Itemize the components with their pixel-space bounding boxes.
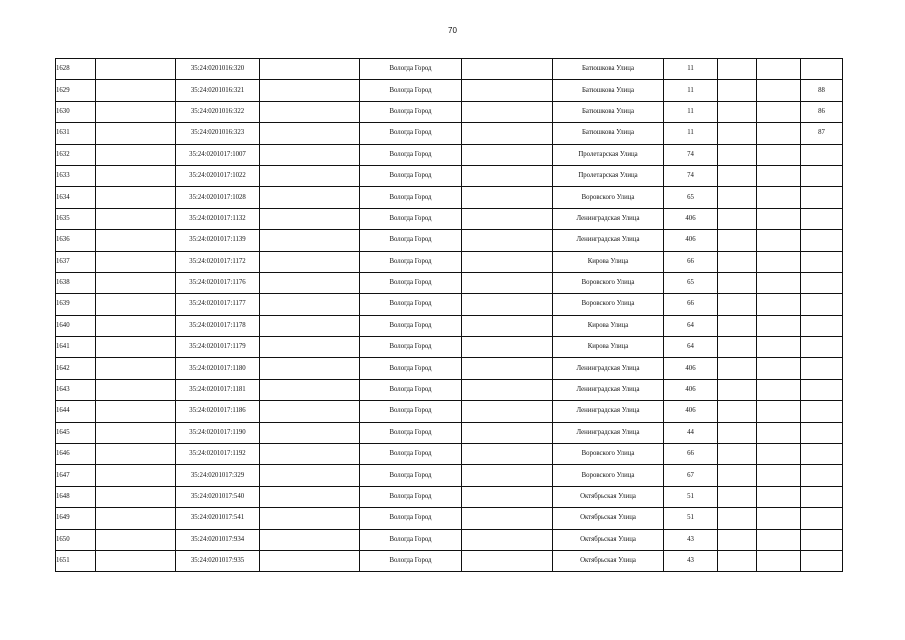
street-cell: Октябрьская Улица xyxy=(553,550,664,571)
apartment-number-cell xyxy=(801,508,843,529)
empty-cell xyxy=(718,187,757,208)
empty-cell xyxy=(462,101,553,122)
row-number-cell: 1648 xyxy=(56,486,96,507)
house-number-cell: 11 xyxy=(664,59,718,80)
empty-cell xyxy=(718,315,757,336)
street-cell: Ленинградская Улица xyxy=(553,358,664,379)
table-row xyxy=(56,422,843,443)
empty-cell xyxy=(757,358,801,379)
empty-cell xyxy=(757,444,801,465)
city-cell: Вологда Город xyxy=(360,315,462,336)
empty-cell xyxy=(718,358,757,379)
row-number-cell: 1643 xyxy=(56,379,96,400)
empty-cell xyxy=(96,529,176,550)
empty-cell xyxy=(718,230,757,251)
street-cell: Октябрьская Улица xyxy=(553,508,664,529)
empty-cell xyxy=(718,208,757,229)
apartment-number-cell xyxy=(801,208,843,229)
empty-cell xyxy=(718,465,757,486)
row-number-cell: 1633 xyxy=(56,165,96,186)
cadastral-number-cell: 35:24:0201017:1181 xyxy=(176,379,260,400)
empty-cell xyxy=(96,144,176,165)
row-number-cell: 1632 xyxy=(56,144,96,165)
table-row xyxy=(56,337,843,358)
street-cell: Ленинградская Улица xyxy=(553,379,664,400)
empty-cell xyxy=(462,379,553,400)
street-cell: Батюшкова Улица xyxy=(553,59,664,80)
empty-cell xyxy=(757,337,801,358)
row-number-cell: 1650 xyxy=(56,529,96,550)
city-cell: Вологда Город xyxy=(360,251,462,272)
table-row xyxy=(56,208,843,229)
cadastral-number-cell: 35:24:0201017:935 xyxy=(176,550,260,571)
apartment-number-cell xyxy=(801,272,843,293)
empty-cell xyxy=(260,294,360,315)
empty-cell xyxy=(718,144,757,165)
empty-cell xyxy=(757,529,801,550)
empty-cell xyxy=(260,101,360,122)
empty-cell xyxy=(462,80,553,101)
empty-cell xyxy=(462,208,553,229)
street-cell: Воровского Улица xyxy=(553,187,664,208)
city-cell: Вологда Город xyxy=(360,230,462,251)
empty-cell xyxy=(718,272,757,293)
cadastral-number-cell: 35:24:0201016:323 xyxy=(176,123,260,144)
house-number-cell: 11 xyxy=(664,123,718,144)
empty-cell xyxy=(462,59,553,80)
cadastral-number-cell: 35:24:0201016:322 xyxy=(176,101,260,122)
empty-cell xyxy=(260,550,360,571)
empty-cell xyxy=(260,123,360,144)
cadastral-number-cell: 35:24:0201017:1186 xyxy=(176,401,260,422)
empty-cell xyxy=(718,444,757,465)
city-cell: Вологда Город xyxy=(360,80,462,101)
street-cell: Ленинградская Улица xyxy=(553,422,664,443)
city-cell: Вологда Город xyxy=(360,550,462,571)
cadastral-number-cell: 35:24:0201017:1180 xyxy=(176,358,260,379)
apartment-number-cell xyxy=(801,358,843,379)
house-number-cell: 11 xyxy=(664,101,718,122)
house-number-cell: 66 xyxy=(664,294,718,315)
apartment-number-cell xyxy=(801,422,843,443)
apartment-number-cell: 86 xyxy=(801,101,843,122)
cadastral-number-cell: 35:24:0201017:1190 xyxy=(176,422,260,443)
cadastral-number-cell: 35:24:0201017:1179 xyxy=(176,337,260,358)
row-number-cell: 1649 xyxy=(56,508,96,529)
street-cell: Пролетарская Улица xyxy=(553,144,664,165)
empty-cell xyxy=(462,230,553,251)
empty-cell xyxy=(462,486,553,507)
empty-cell xyxy=(260,80,360,101)
city-cell: Вологда Город xyxy=(360,379,462,400)
apartment-number-cell xyxy=(801,465,843,486)
empty-cell xyxy=(757,80,801,101)
cadastral-number-cell: 35:24:0201017:1192 xyxy=(176,444,260,465)
apartment-number-cell xyxy=(801,315,843,336)
empty-cell xyxy=(260,59,360,80)
empty-cell xyxy=(260,337,360,358)
empty-cell xyxy=(96,80,176,101)
empty-cell xyxy=(462,144,553,165)
table-row xyxy=(56,251,843,272)
city-cell: Вологда Город xyxy=(360,401,462,422)
empty-cell xyxy=(718,294,757,315)
empty-cell xyxy=(757,401,801,422)
cadastral-number-cell: 35:24:0201017:1139 xyxy=(176,230,260,251)
cadastral-number-cell: 35:24:0201017:541 xyxy=(176,508,260,529)
house-number-cell: 51 xyxy=(664,508,718,529)
empty-cell xyxy=(260,358,360,379)
row-number-cell: 1628 xyxy=(56,59,96,80)
empty-cell xyxy=(757,294,801,315)
empty-cell xyxy=(718,80,757,101)
table-row xyxy=(56,379,843,400)
empty-cell xyxy=(96,444,176,465)
empty-cell xyxy=(260,315,360,336)
house-number-cell: 51 xyxy=(664,486,718,507)
table-row xyxy=(56,550,843,571)
city-cell: Вологда Город xyxy=(360,465,462,486)
empty-cell xyxy=(96,101,176,122)
empty-cell xyxy=(260,272,360,293)
empty-cell xyxy=(96,358,176,379)
city-cell: Вологда Город xyxy=(360,508,462,529)
empty-cell xyxy=(96,272,176,293)
house-number-cell: 66 xyxy=(664,251,718,272)
empty-cell xyxy=(757,508,801,529)
empty-cell xyxy=(718,529,757,550)
house-number-cell: 406 xyxy=(664,230,718,251)
street-cell: Ленинградская Улица xyxy=(553,208,664,229)
house-number-cell: 64 xyxy=(664,315,718,336)
empty-cell xyxy=(96,187,176,208)
empty-cell xyxy=(757,208,801,229)
apartment-number-cell xyxy=(801,401,843,422)
empty-cell xyxy=(462,444,553,465)
house-number-cell: 65 xyxy=(664,272,718,293)
row-number-cell: 1630 xyxy=(56,101,96,122)
table-row xyxy=(56,187,843,208)
empty-cell xyxy=(96,550,176,571)
empty-cell xyxy=(260,165,360,186)
street-cell: Воровского Улица xyxy=(553,444,664,465)
house-number-cell: 44 xyxy=(664,422,718,443)
row-number-cell: 1635 xyxy=(56,208,96,229)
empty-cell xyxy=(757,486,801,507)
cadastral-number-cell: 35:24:0201017:1172 xyxy=(176,251,260,272)
empty-cell xyxy=(96,379,176,400)
empty-cell xyxy=(757,315,801,336)
table-row xyxy=(56,230,843,251)
empty-cell xyxy=(96,208,176,229)
table-row xyxy=(56,508,843,529)
row-number-cell: 1645 xyxy=(56,422,96,443)
house-number-cell: 64 xyxy=(664,337,718,358)
house-number-cell: 66 xyxy=(664,444,718,465)
house-number-cell: 74 xyxy=(664,165,718,186)
empty-cell xyxy=(96,508,176,529)
apartment-number-cell xyxy=(801,444,843,465)
street-cell: Воровского Улица xyxy=(553,465,664,486)
cadastral-number-cell: 35:24:0201017:1177 xyxy=(176,294,260,315)
apartment-number-cell xyxy=(801,486,843,507)
empty-cell xyxy=(260,251,360,272)
empty-cell xyxy=(718,422,757,443)
apartment-number-cell: 88 xyxy=(801,80,843,101)
house-number-cell: 406 xyxy=(664,358,718,379)
empty-cell xyxy=(718,165,757,186)
empty-cell xyxy=(96,401,176,422)
cadastral-number-cell: 35:24:0201017:934 xyxy=(176,529,260,550)
empty-cell xyxy=(462,358,553,379)
city-cell: Вологда Город xyxy=(360,144,462,165)
empty-cell xyxy=(757,101,801,122)
street-cell: Пролетарская Улица xyxy=(553,165,664,186)
page-number: 70 xyxy=(448,26,457,35)
empty-cell xyxy=(757,465,801,486)
empty-cell xyxy=(260,422,360,443)
empty-cell xyxy=(96,315,176,336)
apartment-number-cell xyxy=(801,187,843,208)
empty-cell xyxy=(757,272,801,293)
empty-cell xyxy=(260,486,360,507)
cadastral-number-cell: 35:24:0201017:1007 xyxy=(176,144,260,165)
table-row xyxy=(56,465,843,486)
apartment-number-cell xyxy=(801,165,843,186)
empty-cell xyxy=(260,187,360,208)
empty-cell xyxy=(757,123,801,144)
empty-cell xyxy=(718,508,757,529)
apartment-number-cell xyxy=(801,251,843,272)
empty-cell xyxy=(462,401,553,422)
empty-cell xyxy=(718,337,757,358)
empty-cell xyxy=(718,101,757,122)
apartment-number-cell xyxy=(801,337,843,358)
empty-cell xyxy=(96,422,176,443)
street-cell: Октябрьская Улица xyxy=(553,486,664,507)
table-row xyxy=(56,315,843,336)
cadastral-number-cell: 35:24:0201017:1176 xyxy=(176,272,260,293)
empty-cell xyxy=(757,422,801,443)
house-number-cell: 43 xyxy=(664,529,718,550)
cadastral-number-cell: 35:24:0201017:1132 xyxy=(176,208,260,229)
empty-cell xyxy=(96,251,176,272)
city-cell: Вологда Город xyxy=(360,101,462,122)
table-row xyxy=(56,401,843,422)
empty-cell xyxy=(718,486,757,507)
empty-cell xyxy=(462,508,553,529)
house-number-cell: 43 xyxy=(664,550,718,571)
street-cell: Кирова Улица xyxy=(553,337,664,358)
city-cell: Вологда Город xyxy=(360,529,462,550)
house-number-cell: 74 xyxy=(664,144,718,165)
empty-cell xyxy=(462,187,553,208)
row-number-cell: 1639 xyxy=(56,294,96,315)
row-number-cell: 1647 xyxy=(56,465,96,486)
row-number-cell: 1631 xyxy=(56,123,96,144)
house-number-cell: 11 xyxy=(664,80,718,101)
row-number-cell: 1646 xyxy=(56,444,96,465)
row-number-cell: 1637 xyxy=(56,251,96,272)
empty-cell xyxy=(718,123,757,144)
empty-cell xyxy=(462,529,553,550)
table-row xyxy=(56,123,843,144)
empty-cell xyxy=(757,379,801,400)
empty-cell xyxy=(96,59,176,80)
city-cell: Вологда Город xyxy=(360,59,462,80)
empty-cell xyxy=(718,59,757,80)
empty-cell xyxy=(96,123,176,144)
city-cell: Вологда Город xyxy=(360,337,462,358)
empty-cell xyxy=(718,379,757,400)
cadastral-number-cell: 35:24:0201017:1178 xyxy=(176,315,260,336)
cadastral-number-cell: 35:24:0201017:1022 xyxy=(176,165,260,186)
city-cell: Вологда Город xyxy=(360,444,462,465)
city-cell: Вологда Город xyxy=(360,294,462,315)
row-number-cell: 1636 xyxy=(56,230,96,251)
cadastral-number-cell: 35:24:0201016:320 xyxy=(176,59,260,80)
apartment-number-cell xyxy=(801,379,843,400)
row-number-cell: 1644 xyxy=(56,401,96,422)
empty-cell xyxy=(718,401,757,422)
table-row xyxy=(56,144,843,165)
city-cell: Вологда Город xyxy=(360,358,462,379)
empty-cell xyxy=(757,59,801,80)
street-cell: Батюшкова Улица xyxy=(553,101,664,122)
table-row xyxy=(56,529,843,550)
empty-cell xyxy=(462,165,553,186)
city-cell: Вологда Город xyxy=(360,187,462,208)
row-number-cell: 1629 xyxy=(56,80,96,101)
table-row xyxy=(56,294,843,315)
house-number-cell: 65 xyxy=(664,187,718,208)
house-number-cell: 406 xyxy=(664,208,718,229)
row-number-cell: 1651 xyxy=(56,550,96,571)
house-number-cell: 406 xyxy=(664,401,718,422)
empty-cell xyxy=(462,422,553,443)
empty-cell xyxy=(757,165,801,186)
table-row xyxy=(56,444,843,465)
empty-cell xyxy=(260,529,360,550)
row-number-cell: 1642 xyxy=(56,358,96,379)
apartment-number-cell xyxy=(801,529,843,550)
empty-cell xyxy=(96,486,176,507)
registry-table-body xyxy=(56,59,843,572)
empty-cell xyxy=(260,465,360,486)
city-cell: Вологда Город xyxy=(360,486,462,507)
street-cell: Ленинградская Улица xyxy=(553,401,664,422)
city-cell: Вологда Город xyxy=(360,165,462,186)
empty-cell xyxy=(462,465,553,486)
row-number-cell: 1634 xyxy=(56,187,96,208)
empty-cell xyxy=(96,465,176,486)
empty-cell xyxy=(462,294,553,315)
empty-cell xyxy=(757,230,801,251)
empty-cell xyxy=(462,272,553,293)
house-number-cell: 67 xyxy=(664,465,718,486)
empty-cell xyxy=(462,251,553,272)
empty-cell xyxy=(260,208,360,229)
cadastral-number-cell: 35:24:0201017:329 xyxy=(176,465,260,486)
city-cell: Вологда Город xyxy=(360,123,462,144)
empty-cell xyxy=(96,165,176,186)
apartment-number-cell: 87 xyxy=(801,123,843,144)
empty-cell xyxy=(260,379,360,400)
empty-cell xyxy=(718,550,757,571)
empty-cell xyxy=(260,401,360,422)
apartment-number-cell xyxy=(801,144,843,165)
street-cell: Октябрьская Улица xyxy=(553,529,664,550)
empty-cell xyxy=(757,144,801,165)
empty-cell xyxy=(96,337,176,358)
city-cell: Вологда Город xyxy=(360,272,462,293)
empty-cell xyxy=(260,230,360,251)
empty-cell xyxy=(260,144,360,165)
empty-cell xyxy=(260,444,360,465)
registry-table xyxy=(55,58,843,572)
empty-cell xyxy=(462,315,553,336)
table-row xyxy=(56,272,843,293)
row-number-cell: 1638 xyxy=(56,272,96,293)
row-number-cell: 1641 xyxy=(56,337,96,358)
city-cell: Вологда Город xyxy=(360,422,462,443)
empty-cell xyxy=(757,251,801,272)
empty-cell xyxy=(462,550,553,571)
apartment-number-cell xyxy=(801,294,843,315)
empty-cell xyxy=(96,230,176,251)
street-cell: Батюшкова Улица xyxy=(553,123,664,144)
table-row xyxy=(56,59,843,80)
street-cell: Кирова Улица xyxy=(553,251,664,272)
street-cell: Батюшкова Улица xyxy=(553,80,664,101)
street-cell: Воровского Улица xyxy=(553,272,664,293)
empty-cell xyxy=(462,337,553,358)
cadastral-number-cell: 35:24:0201017:540 xyxy=(176,486,260,507)
street-cell: Ленинградская Улица xyxy=(553,230,664,251)
table-row xyxy=(56,486,843,507)
empty-cell xyxy=(718,251,757,272)
city-cell: Вологда Город xyxy=(360,208,462,229)
cadastral-number-cell: 35:24:0201017:1028 xyxy=(176,187,260,208)
empty-cell xyxy=(260,508,360,529)
empty-cell xyxy=(462,123,553,144)
row-number-cell: 1640 xyxy=(56,315,96,336)
table-row xyxy=(56,165,843,186)
empty-cell xyxy=(757,550,801,571)
apartment-number-cell xyxy=(801,59,843,80)
house-number-cell: 406 xyxy=(664,379,718,400)
street-cell: Кирова Улица xyxy=(553,315,664,336)
table-row xyxy=(56,80,843,101)
apartment-number-cell xyxy=(801,550,843,571)
empty-cell xyxy=(757,187,801,208)
street-cell: Воровского Улица xyxy=(553,294,664,315)
apartment-number-cell xyxy=(801,230,843,251)
table-row xyxy=(56,358,843,379)
cadastral-number-cell: 35:24:0201016:321 xyxy=(176,80,260,101)
table-row xyxy=(56,101,843,122)
empty-cell xyxy=(96,294,176,315)
